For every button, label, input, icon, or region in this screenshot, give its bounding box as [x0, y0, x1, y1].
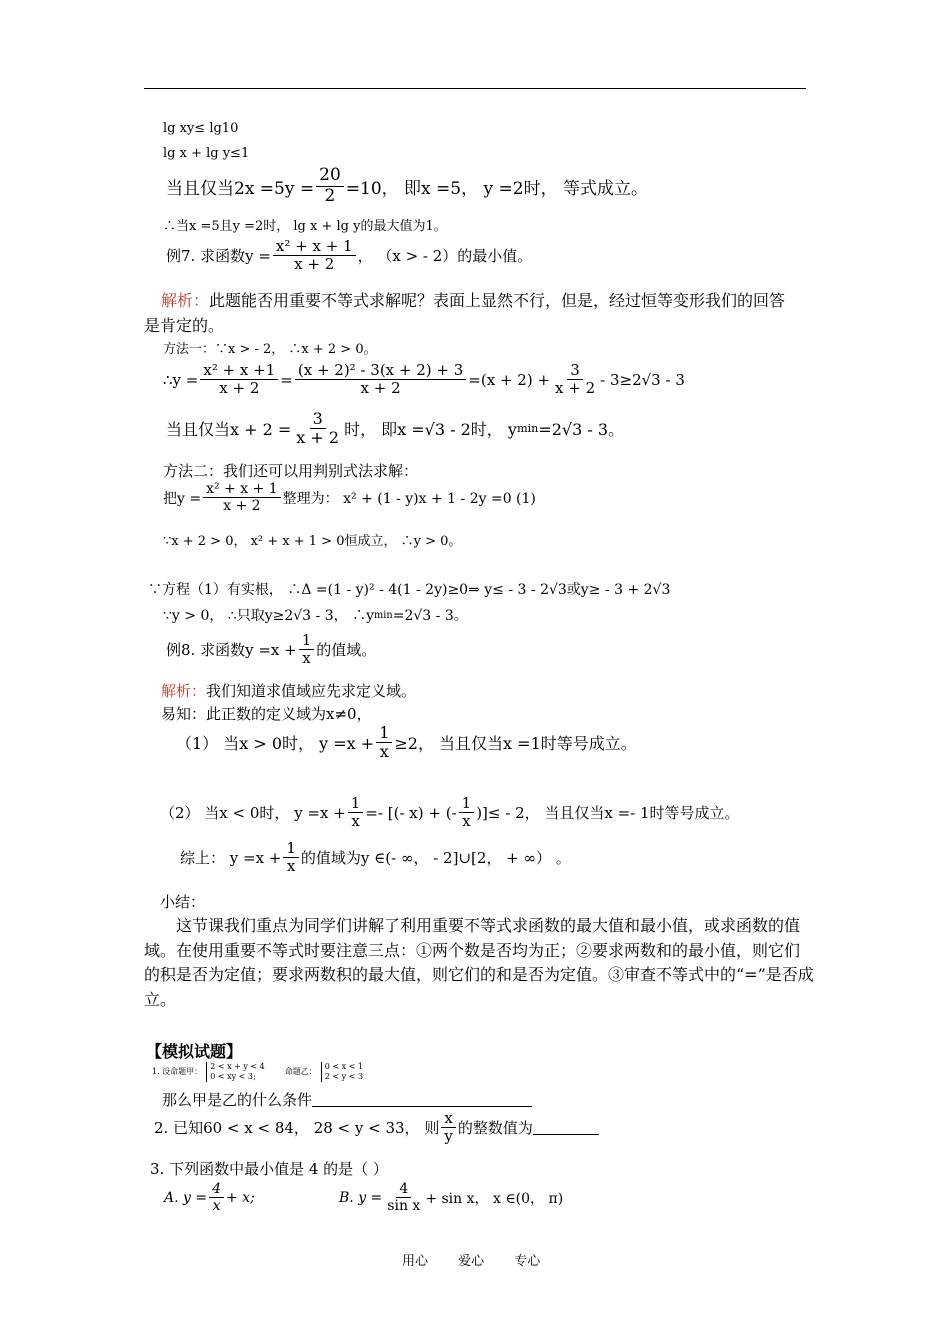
- answer-blank[interactable]: [312, 1092, 532, 1107]
- text: 此题能否用重要不等式求解呢？表面上显然不行，但是，经过恒等变形我们的回答: [209, 291, 786, 310]
- numerator: x: [441, 1110, 455, 1128]
- denominator: x + 2: [296, 428, 340, 448]
- text: ∵方程（1）有实根， ∴Δ =(1 - y)² - 4(1 - 2y)≥0⇒ y≤ - 3 - 2√3或y≥ - 3 + 2√3: [148, 582, 671, 598]
- subscript: min: [373, 609, 393, 621]
- text: 2. 已知60 < x < 84， 28 < y < 33， 则: [154, 1119, 440, 1138]
- text: + sin x， x ∈(0， π): [425, 1190, 564, 1207]
- numerator: (x + 2)² - 3(x + 2) + 3: [295, 362, 466, 380]
- text: 2 < x + y < 4: [210, 1062, 265, 1071]
- text: 那么甲是乙的什么条件: [162, 1091, 313, 1109]
- text: 时， 即x =√3 - 2时， y: [344, 420, 517, 440]
- text: 例7. 求函数y =: [166, 247, 271, 266]
- fraction: [203, 481, 281, 514]
- text: =: [280, 370, 293, 389]
- denominator: x: [212, 1198, 221, 1215]
- text: 用心 爱心 专心: [402, 1254, 541, 1269]
- text: =- [(- x) + (-: [365, 803, 457, 822]
- text: 这节课我们重点为同学们讲解了利用重要不等式求函数的最大值和最小值，或求函数的值域。在使用重要不等式时要注意三点：①两个数是否均为正；②要求两数和的最小值，则它们的积是否为定值；要求两数积的最大值，则它们的和是否为定值。③审查不等式中的“=”是否成立。: [144, 916, 814, 1009]
- method-2: [163, 460, 418, 481]
- equation-line: [166, 166, 648, 206]
- text: ∵y > 0， ∴只取y≥2√3 - 3， ∴y: [163, 608, 374, 624]
- fraction: [295, 362, 466, 398]
- numerator: x² + x + 1: [273, 238, 356, 256]
- text: ， （x > - 2）的最小值。: [357, 247, 533, 266]
- text: 命题乙：: [284, 1067, 317, 1076]
- analysis-2: [161, 680, 416, 701]
- summary-paragraph: [144, 914, 814, 1012]
- question-2: [154, 1110, 599, 1146]
- header-rule: [144, 88, 806, 89]
- denominator: x: [379, 742, 389, 762]
- text: 的值域。: [316, 641, 377, 660]
- denominator: x + 2: [360, 379, 401, 398]
- denominator: x: [462, 812, 471, 831]
- text: 当且仅当x + 2 =: [166, 420, 292, 440]
- fraction: [209, 1181, 224, 1214]
- text: =(x + 2) +: [468, 370, 551, 389]
- fraction: [376, 724, 392, 762]
- text: ∴当x =5且y =2时， lg x + lg y的最大值为1。: [163, 219, 447, 234]
- question-1-text: [162, 1089, 532, 1110]
- text: 方法二：我们还可以用判别式法求解：: [163, 462, 419, 480]
- text: lg x + lg y≤1: [163, 146, 250, 161]
- denominator: x + 2: [223, 498, 261, 515]
- numerator: 1: [299, 632, 315, 650]
- text: （1） 当x > 0时， y =x +: [176, 734, 375, 754]
- fraction: [299, 632, 315, 668]
- denominator: x: [286, 857, 296, 876]
- text-line: [163, 605, 468, 625]
- section-title: [146, 1039, 242, 1062]
- text: 综上： y =x +: [180, 849, 282, 868]
- fraction: [552, 362, 598, 398]
- text: 易知：此正数的定义域为x≠0，: [161, 705, 372, 723]
- numerator: 1: [376, 724, 392, 743]
- text: （2） 当x < 0时， y =x +: [160, 804, 346, 823]
- text-line: [163, 215, 447, 234]
- text: 把y =: [163, 490, 202, 507]
- analysis-label: 解析：: [161, 682, 207, 700]
- numerator: 3: [310, 410, 326, 429]
- fraction: [384, 1181, 423, 1214]
- text: 【模拟试题】: [146, 1042, 243, 1061]
- text: 整理为： x² + (1 - y)x + 1 - 2y =0 (1): [282, 490, 536, 507]
- analysis-label: 解析：: [161, 291, 210, 310]
- text: 1. 设命题甲：: [152, 1067, 203, 1076]
- text: ∵x + 2 > 0， x² + x + 1 > 0恒成立， ∴y > 0。: [163, 534, 462, 549]
- system-brace: [206, 1062, 265, 1082]
- question-1: [152, 1062, 367, 1082]
- numerator: 3: [567, 362, 583, 380]
- denominator: x + 2: [555, 379, 596, 398]
- text: lg xy≤ lg10: [163, 121, 239, 136]
- example-7: [166, 238, 532, 274]
- analysis-paragraph: [144, 289, 824, 338]
- subscript: min: [516, 422, 539, 436]
- example-8: [166, 632, 376, 668]
- numerator: 4: [209, 1181, 224, 1198]
- text: =2√3 - 3。: [392, 608, 468, 624]
- text: 0 < xy < 3;: [210, 1072, 256, 1081]
- equation-line: [163, 481, 536, 514]
- numerator: 20: [316, 166, 344, 187]
- text-line: [163, 121, 238, 136]
- text-line: [163, 530, 461, 549]
- text: =2√3 - 3。: [538, 420, 625, 440]
- denominator: sin x: [387, 1198, 421, 1215]
- text-line: [161, 703, 372, 724]
- fraction: [283, 840, 299, 876]
- equation-line: [163, 362, 685, 398]
- numerator: x² + x +1: [200, 362, 278, 380]
- denominator: x: [351, 812, 360, 831]
- fraction: [348, 795, 364, 831]
- numerator: 1: [459, 795, 475, 813]
- text: A. y =: [164, 1189, 208, 1206]
- summary-heading: [160, 891, 205, 912]
- text: )]≤ - 2， 当且仅当x =- 1时等号成立。: [476, 804, 740, 823]
- equation-line: [166, 410, 624, 448]
- text: 例8. 求函数y =x +: [166, 641, 297, 660]
- text-line: [163, 146, 249, 161]
- fraction: [273, 238, 356, 274]
- text: =10， 即x =5， y =2时， 等式成立。: [345, 178, 648, 199]
- numerator: 1: [348, 795, 364, 813]
- text: 是肯定的。: [144, 315, 225, 335]
- case-2: [160, 795, 740, 831]
- numerator: 4: [396, 1181, 411, 1198]
- text: 小结：: [160, 893, 206, 911]
- text: - 3≥2√3 - 3: [600, 370, 685, 389]
- numerator: 1: [283, 840, 299, 858]
- fraction: [200, 362, 278, 398]
- option-b: [339, 1181, 563, 1214]
- numerator: x² + x + 1: [203, 481, 281, 498]
- text: ≥2， 当且仅当x =1时等号成立。: [394, 734, 637, 754]
- text: 当且仅当2x =5y =: [166, 178, 315, 199]
- case-1: [176, 724, 637, 762]
- text-line: [148, 579, 670, 599]
- text: 的整数值为: [457, 1119, 533, 1138]
- denominator: 2: [324, 185, 336, 206]
- text: 0 < x < 1: [324, 1062, 364, 1071]
- denominator: x: [302, 649, 311, 668]
- fraction: [293, 410, 342, 448]
- denominator: y: [444, 1127, 453, 1146]
- text: B. y =: [339, 1189, 383, 1206]
- text: 方法一：∵x > - 2， ∴x + 2 > 0。: [163, 342, 377, 357]
- text: + x;: [226, 1189, 255, 1206]
- denominator: x + 2: [294, 255, 335, 274]
- fraction: [459, 795, 475, 831]
- text: 3. 下列函数中最小值是 4 的是（ ）: [150, 1160, 388, 1178]
- system-brace: [321, 1062, 363, 1082]
- denominator: x + 2: [219, 379, 260, 398]
- text: 我们知道求值域应先求定义域。: [206, 682, 417, 700]
- text: 2 < y < 3: [324, 1072, 364, 1081]
- fraction: [316, 166, 344, 206]
- method-1: [163, 338, 377, 357]
- question-3: [150, 1158, 388, 1179]
- answer-blank[interactable]: [533, 1120, 599, 1135]
- conclusion: [180, 840, 571, 876]
- text: 的值域为y ∈(- ∞， - 2]∪[2， + ∞） 。: [300, 849, 571, 868]
- option-a: [164, 1181, 255, 1214]
- text: ∴y =: [163, 370, 199, 389]
- page-footer: [402, 1250, 540, 1269]
- fraction: [441, 1110, 455, 1146]
